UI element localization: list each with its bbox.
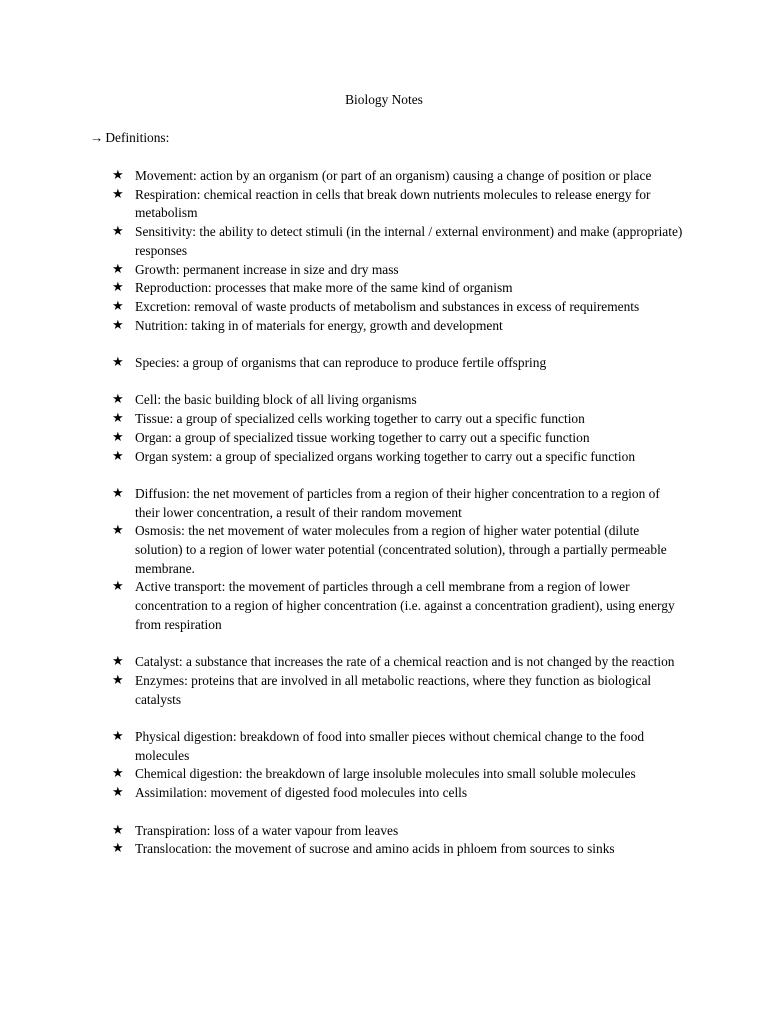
star-bullet-icon: ★: [112, 280, 124, 296]
definition-text: Sensitivity: the ability to detect stimuli (in the internal / external environment) and make (appropriate) responses: [135, 224, 683, 258]
definition-item: [0, 391, 683, 410]
definition-text: Respiration: chemical reaction in cells that break down nutrients molecules to release energy for metabolism: [135, 186, 651, 221]
definition-group: [0, 354, 768, 373]
definition-group: [0, 653, 768, 709]
star-bullet-icon: ★: [112, 485, 124, 501]
definition-item: [0, 485, 683, 522]
definition-item: [0, 448, 683, 467]
definition-item: [0, 765, 683, 784]
definition-text: Osmosis: the net movement of water molecules from a region of higher water potential (dilute solution) to a region of lower water potential (concentrated solution), through a partially permeable membrane.: [135, 523, 667, 576]
definition-text: Assimilation: movement of digested food molecules into cells: [135, 785, 468, 801]
star-bullet-icon: ★: [112, 579, 124, 595]
definition-text: Cell: the basic building block of all living organisms: [135, 392, 417, 408]
definition-item: [0, 298, 683, 317]
definition-text: Excretion: removal of waste products of metabolism and substances in excess of requirements: [135, 298, 640, 314]
star-bullet-icon: ★: [112, 672, 124, 688]
definition-group: [0, 167, 768, 335]
definition-group: [0, 822, 768, 859]
star-bullet-icon: ★: [112, 298, 124, 314]
star-bullet-icon: ★: [112, 186, 124, 202]
definition-item: [0, 279, 683, 298]
definition-item: [0, 429, 683, 448]
definition-item: [0, 784, 683, 803]
definition-text: Species: a group of organisms that can reproduce to produce fertile offspring: [135, 355, 547, 371]
definition-item: [0, 578, 683, 634]
definition-item: [0, 354, 683, 373]
star-bullet-icon: ★: [112, 355, 124, 371]
star-bullet-icon: ★: [112, 654, 124, 670]
definition-item: [0, 186, 683, 223]
star-bullet-icon: ★: [112, 822, 124, 838]
definition-text: Transpiration: loss of a water vapour from leaves: [135, 822, 399, 838]
definition-group: [0, 485, 768, 635]
definition-text: Organ: a group of specialized tissue working together to carry out a specific function: [135, 429, 590, 445]
star-bullet-icon: ★: [112, 392, 124, 408]
definition-item: [0, 653, 683, 672]
definition-item: [0, 261, 683, 280]
definition-item: [0, 672, 683, 709]
page-title: Biology Notes: [345, 92, 423, 107]
star-bullet-icon: ★: [112, 448, 124, 464]
definition-text: Tissue: a group of specialized cells working together to carry out a specific function: [135, 411, 585, 427]
definition-item: [0, 167, 683, 186]
definition-text: Physical digestion: breakdown of food into smaller pieces without chemical change to the food molecules: [135, 729, 645, 763]
definition-text: Enzymes: proteins that are involved in all metabolic reactions, where they function as biological catalysts: [135, 672, 652, 707]
definitions-list: [0, 167, 768, 878]
star-bullet-icon: ★: [112, 523, 124, 539]
definition-text: Catalyst: a substance that increases the rate of a chemical reaction and is not changed by the reaction: [135, 654, 675, 670]
right-arrow-icon: →: [90, 130, 104, 145]
definition-text: Active transport: the movement of particles through a cell membrane from a region of lower concentration to a region of higher concentration (i.e. against a concentration gradient), using energy from respiration: [135, 579, 675, 632]
star-bullet-icon: ★: [112, 429, 124, 445]
star-bullet-icon: ★: [112, 766, 124, 782]
section-heading: [90, 129, 169, 148]
definition-group: [0, 728, 768, 803]
star-bullet-icon: ★: [112, 785, 124, 801]
definition-item: [0, 822, 683, 841]
definition-text: Movement: action by an organism (or part of an organism) causing a change of position or place: [135, 168, 652, 183]
star-bullet-icon: ★: [112, 411, 124, 427]
definition-item: [0, 522, 683, 578]
definition-group: [0, 391, 768, 466]
star-bullet-icon: ★: [112, 224, 124, 240]
definition-text: Growth: permanent increase in size and dry mass: [135, 261, 399, 277]
definition-text: Chemical digestion: the breakdown of large insoluble molecules into small soluble molecules: [135, 766, 636, 782]
definition-item: [0, 840, 683, 859]
definition-text: Diffusion: the net movement of particles from a region of their higher concentration to a region of their lower concentration, a result of their random movement: [135, 485, 660, 520]
definition-item: [0, 317, 683, 336]
star-bullet-icon: ★: [112, 317, 124, 333]
star-bullet-icon: ★: [112, 261, 124, 277]
star-bullet-icon: ★: [112, 168, 124, 183]
definition-text: Organ system: a group of specialized organs working together to carry out a specific function: [135, 448, 636, 464]
definition-item: [0, 410, 683, 429]
definition-text: Reproduction: processes that make more of the same kind of organism: [135, 280, 513, 296]
star-bullet-icon: ★: [112, 841, 124, 857]
star-bullet-icon: ★: [112, 729, 124, 745]
definition-text: Nutrition: taking in of materials for energy, growth and development: [135, 317, 503, 333]
definition-item: [0, 728, 683, 765]
definition-item: [0, 223, 683, 260]
section-heading-label: Definitions:: [105, 130, 170, 145]
definition-text: Translocation: the movement of sucrose and amino acids in phloem from sources to sinks: [135, 841, 615, 857]
